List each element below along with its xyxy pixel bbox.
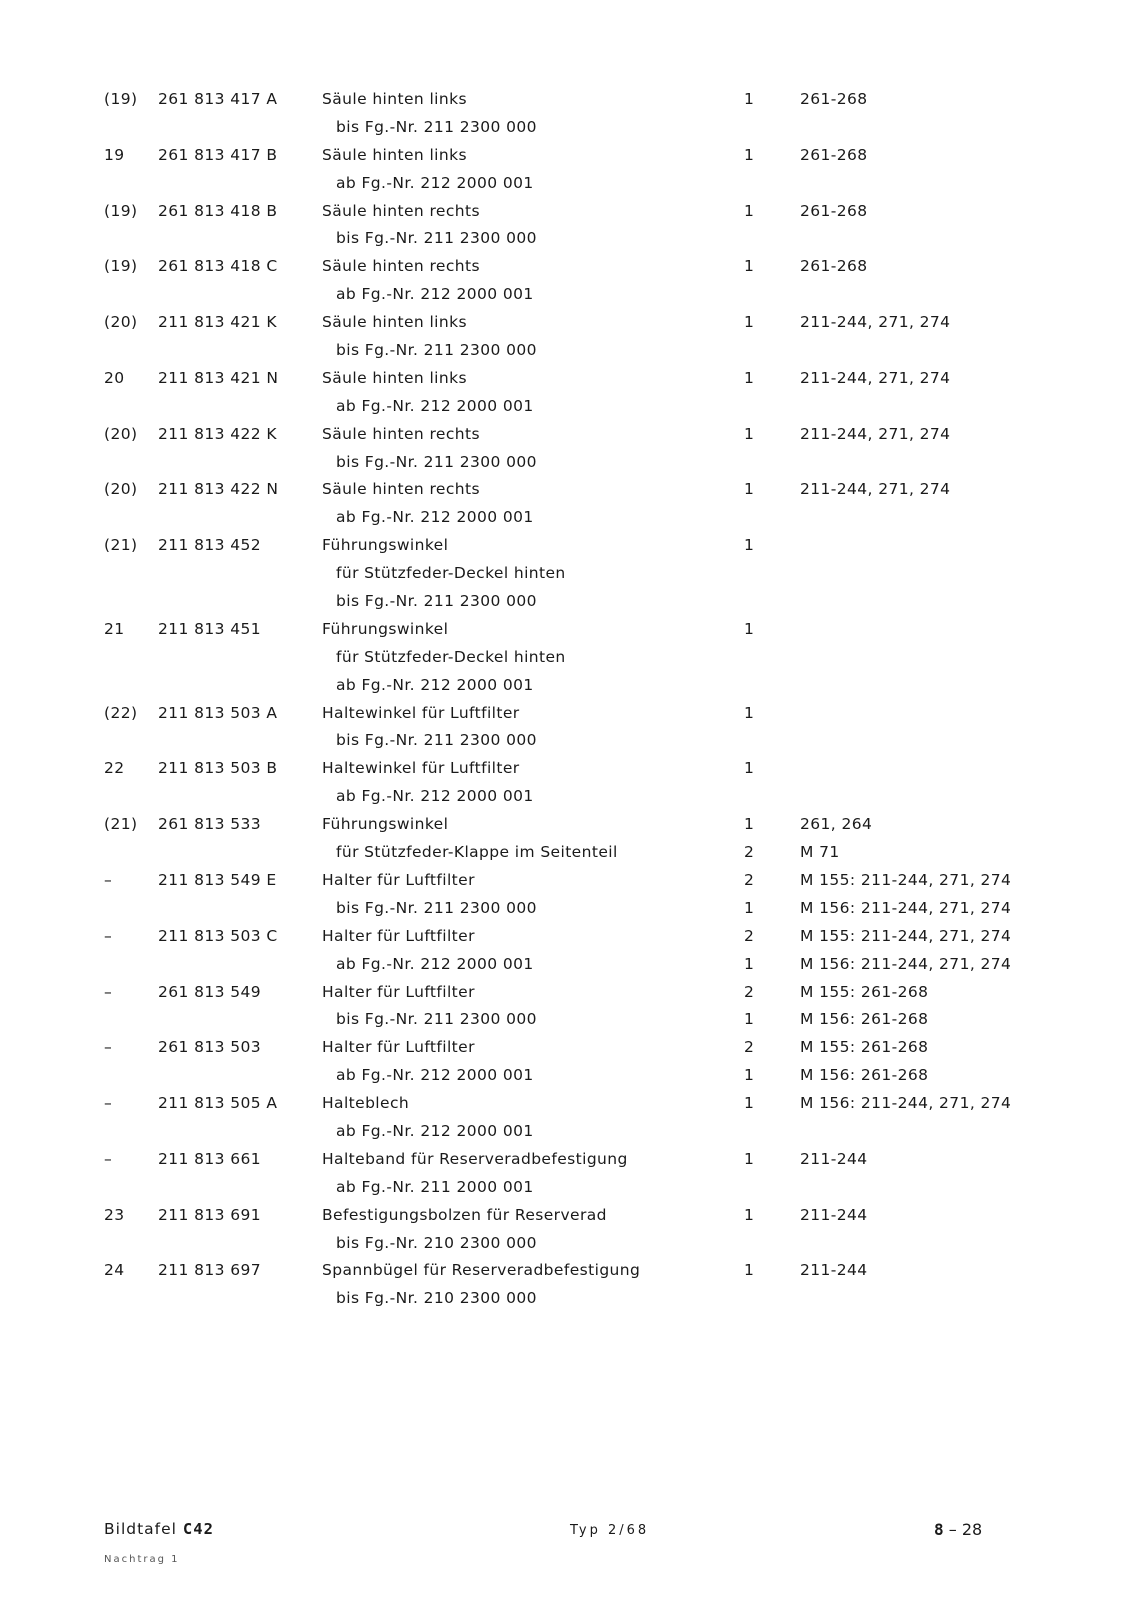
part-row [0,1034,1136,1062]
part-number: 261 813 417 A [158,90,278,108]
part-description: Säule hinten rechts [322,424,480,443]
part-description: Führungswinkel [322,815,449,834]
part-number: 211 813 503 C [158,926,278,945]
position-number: 19 [104,145,125,164]
part-row [0,1090,1136,1118]
part-detail: bis Fg.-Nr. 211 2300 000 [336,898,537,917]
position-number: – [104,1149,113,1168]
part-remark: 211-244 [800,1149,868,1168]
position-number: 24 [104,1261,125,1280]
part-number: 211 813 452 [158,536,262,555]
part-row [0,755,1136,783]
part-detail: ab Fg.-Nr. 212 2000 001 [336,173,534,192]
part-number: 211 813 503 A [158,703,278,722]
part-quantity: 1 [744,1261,755,1280]
position-number: – [104,1038,113,1057]
part-subline [0,504,1136,532]
part-subline [0,783,1136,811]
part-quantity: 1 [744,1149,755,1168]
part-number: 211 813 697 [158,1261,262,1280]
part-row [0,198,1136,226]
part-remark: M 155: 261-268 [800,1038,929,1057]
part-number: 261 813 418 C [158,257,278,276]
part-remark: M 155: 211-244, 271, 274 [800,870,1012,889]
part-quantity: 1 [744,145,755,164]
part-quantity: 2 [744,982,755,1001]
part-detail-remark: M 156: 211-244, 271, 274 [800,898,1012,917]
part-description: Halter für Luftfilter [322,1038,475,1057]
part-subline [0,281,1136,309]
part-remark: M 156: 211-244, 271, 274 [800,1094,1012,1113]
part-subline [0,839,1136,867]
part-description: Säule hinten rechts [322,201,480,220]
part-description: Haltewinkel für Luftfilter [322,703,520,722]
part-detail: ab Fg.-Nr. 212 2000 001 [336,285,534,304]
part-detail-remark: M 71 [800,843,840,862]
part-detail: bis Fg.-Nr. 211 2300 000 [336,341,537,360]
part-description: Haltewinkel für Luftfilter [322,759,520,778]
position-number: (20) [104,424,138,443]
part-description: Säule hinten links [322,145,467,164]
part-quantity: 1 [744,536,755,555]
part-description: Spannbügel für Reserveradbefestigung [322,1261,641,1280]
position-number: – [104,982,113,1001]
part-detail: für Stützfeder-Deckel hinten [336,564,566,583]
part-row [0,309,1136,337]
position-number: – [104,926,113,945]
part-row [0,365,1136,393]
part-detail: ab Fg.-Nr. 212 2000 001 [336,1066,534,1085]
part-number: 211 813 421 N [158,368,279,387]
part-number: 211 813 549 E [158,870,277,889]
page-footer [0,1520,1136,1580]
part-subline [0,672,1136,700]
part-detail: ab Fg.-Nr. 212 2000 001 [336,508,534,527]
position-number: (20) [104,313,138,332]
part-subline [0,560,1136,588]
part-subline [0,1230,1136,1258]
part-remark: 261, 264 [800,815,873,834]
position-number: 21 [104,619,125,638]
part-description: Halteblech [322,1094,410,1113]
part-subline [0,393,1136,421]
part-row [0,86,1136,114]
parts-list [0,86,1136,1313]
part-detail-quantity: 1 [744,898,755,917]
part-quantity: 1 [744,759,755,778]
plate-label: Bildtafel [104,1520,177,1538]
part-detail: ab Fg.-Nr. 211 2000 001 [336,1177,534,1196]
page-number [934,1520,982,1539]
part-row [0,1146,1136,1174]
part-description: Säule hinten rechts [322,257,480,276]
part-detail-remark: M 156: 211-244, 271, 274 [800,954,1012,973]
part-quantity: 1 [744,201,755,220]
part-remark: M 155: 211-244, 271, 274 [800,926,1012,945]
part-detail: bis Fg.-Nr. 211 2300 000 [336,117,537,136]
part-quantity: 2 [744,926,755,945]
part-row [0,616,1136,644]
part-detail: bis Fg.-Nr. 211 2300 000 [336,452,537,471]
part-description: Halter für Luftfilter [322,982,475,1001]
part-number: 261 813 503 [158,1038,262,1057]
part-detail: bis Fg.-Nr. 210 2300 000 [336,1289,537,1308]
page-separator: – [948,1520,957,1539]
part-number: 261 813 418 B [158,201,278,220]
part-subline [0,337,1136,365]
position-number: – [104,870,113,889]
part-number: 211 813 451 [158,619,262,638]
part-number: 211 813 691 [158,1205,262,1224]
part-subline [0,1006,1136,1034]
page-index: 28 [961,1520,983,1539]
part-quantity: 1 [744,313,755,332]
part-number: 211 813 503 B [158,759,278,778]
part-remark: 211-244 [800,1261,868,1280]
position-number: (19) [104,201,138,220]
part-quantity: 1 [744,703,755,722]
part-subline [0,895,1136,923]
part-row [0,700,1136,728]
part-remark: 211-244, 271, 274 [800,313,951,332]
part-subline [0,170,1136,198]
part-quantity: 1 [744,1094,755,1113]
part-quantity: 2 [744,870,755,889]
part-detail-quantity: 1 [744,954,755,973]
position-number: (19) [104,90,138,108]
part-remark: 211-244, 271, 274 [800,424,951,443]
part-description: Halteband für Reserveradbefestigung [322,1149,628,1168]
part-number: 211 813 421 K [158,313,277,332]
part-subline [0,1174,1136,1202]
part-quantity: 1 [744,480,755,499]
part-description: Säule hinten links [322,90,467,108]
part-number: 261 813 533 [158,815,262,834]
part-description: Führungswinkel [322,619,449,638]
position-number: 20 [104,368,125,387]
part-remark: 261-268 [800,201,868,220]
part-quantity: 1 [744,368,755,387]
part-detail: für Stützfeder-Deckel hinten [336,647,566,666]
part-row [0,923,1136,951]
part-subline [0,951,1136,979]
part-quantity: 1 [744,1205,755,1224]
part-detail-quantity: 2 [744,843,755,862]
part-row [0,979,1136,1007]
part-number: 261 813 417 B [158,145,278,164]
part-detail: für Stützfeder-Klappe im Seitenteil [336,843,618,862]
part-remark: M 155: 261-268 [800,982,929,1001]
part-quantity: 1 [744,619,755,638]
part-number: 211 813 422 K [158,424,277,443]
part-number: 211 813 422 N [158,480,279,499]
part-detail: bis Fg.-Nr. 211 2300 000 [336,229,537,248]
part-description: Führungswinkel [322,536,449,555]
part-subline [0,588,1136,616]
part-row [0,142,1136,170]
position-number: (19) [104,257,138,276]
part-detail: ab Fg.-Nr. 212 2000 001 [336,787,534,806]
part-quantity: 2 [744,1038,755,1057]
position-number: (21) [104,815,138,834]
part-description: Säule hinten rechts [322,480,480,499]
part-subline [0,449,1136,477]
part-row [0,421,1136,449]
part-detail: ab Fg.-Nr. 212 2000 001 [336,675,534,694]
part-quantity: 1 [744,90,755,108]
part-subline [0,225,1136,253]
part-row [0,476,1136,504]
part-detail: ab Fg.-Nr. 212 2000 001 [336,396,534,415]
supplement-note: Nachtrag 1 [104,1554,180,1565]
part-detail: bis Fg.-Nr. 211 2300 000 [336,592,537,611]
page-section: 8 [934,1520,944,1539]
position-number: (21) [104,536,138,555]
part-detail: ab Fg.-Nr. 212 2000 001 [336,954,534,973]
part-row [0,253,1136,281]
part-subline [0,114,1136,142]
part-row [0,867,1136,895]
part-remark: 261-268 [800,257,868,276]
part-detail-remark: M 156: 261-268 [800,1066,929,1085]
part-quantity: 1 [744,424,755,443]
part-description: Säule hinten links [322,368,467,387]
plate-code: C42 [182,1520,214,1538]
part-detail-quantity: 1 [744,1066,755,1085]
part-number: 261 813 549 [158,982,262,1001]
part-quantity: 1 [744,815,755,834]
part-subline [0,1062,1136,1090]
part-subline [0,1118,1136,1146]
part-subline [0,1285,1136,1313]
part-subline [0,727,1136,755]
position-number: 22 [104,759,125,778]
position-number: 23 [104,1205,125,1224]
part-row [0,1257,1136,1285]
part-subline [0,644,1136,672]
part-detail-remark: M 156: 261-268 [800,1010,929,1029]
part-detail: bis Fg.-Nr. 211 2300 000 [336,1010,537,1029]
part-description: Halter für Luftfilter [322,926,475,945]
model-type: Typ 2/68 [570,1523,650,1538]
part-remark: 211-244, 271, 274 [800,368,951,387]
part-detail: bis Fg.-Nr. 211 2300 000 [336,731,537,750]
part-row [0,1202,1136,1230]
part-description: Säule hinten links [322,313,467,332]
position-number: – [104,1094,113,1113]
part-remark: 211-244 [800,1205,868,1224]
part-description: Befestigungsbolzen für Reserverad [322,1205,607,1224]
part-detail-quantity: 1 [744,1010,755,1029]
part-detail: bis Fg.-Nr. 210 2300 000 [336,1233,537,1252]
part-number: 211 813 505 A [158,1094,278,1113]
part-row [0,811,1136,839]
position-number: (20) [104,480,138,499]
part-quantity: 1 [744,257,755,276]
part-remark: 261-268 [800,90,868,108]
position-number: (22) [104,703,138,722]
part-detail: ab Fg.-Nr. 212 2000 001 [336,1121,534,1140]
part-number: 211 813 661 [158,1149,262,1168]
plate-reference [104,1520,214,1538]
part-remark: 211-244, 271, 274 [800,480,951,499]
part-description: Halter für Luftfilter [322,870,475,889]
part-remark: 261-268 [800,145,868,164]
part-row [0,532,1136,560]
